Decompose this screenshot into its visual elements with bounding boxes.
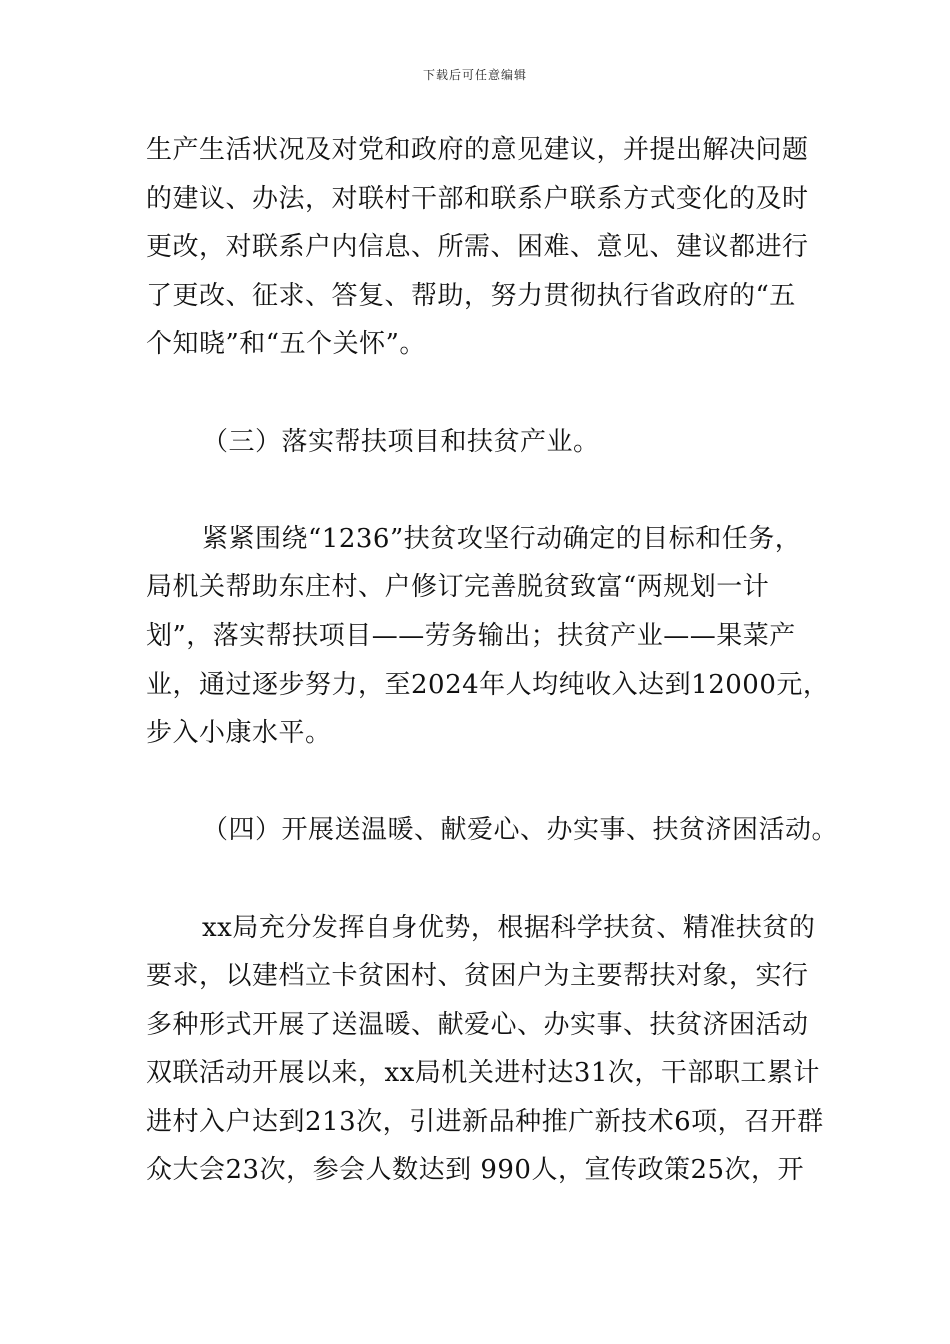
text-line: 双联活动开展以来，xx局机关进村达31次，干部职工累计 (146, 1058, 820, 1089)
text-line: 紧紧围绕“1236”扶贫攻坚行动确定的目标和任务， (202, 523, 802, 554)
text-line: 要求，以建档立卡贫困村、贫困户为主要帮扶对象，实行 (146, 961, 809, 992)
section-heading-4 (146, 806, 839, 855)
paragraph-3 (146, 904, 824, 1196)
paragraph-gap (146, 369, 806, 418)
text-line: 了更改、征求、答复、帮助，努力贯彻执行省政府的“五 (146, 280, 796, 311)
heading-line: （三）落实帮扶项目和扶贫产业。 (202, 426, 600, 457)
paragraph-1 (146, 126, 809, 369)
paragraph-gap (146, 466, 806, 515)
text-line: 个知晓”和“五个关怀”。 (146, 329, 426, 360)
text-line: 多种形式开展了送温暖、献爱心、办实事、扶贫济困活动 (146, 1009, 809, 1040)
page-header: 下载后可任意编辑 (422, 68, 527, 82)
text-line: 更改，对联系户内信息、所需、困难、意见、建议都进行 (146, 232, 809, 263)
text-line: 步入小康水平。 (146, 718, 332, 749)
text-line: 业，通过逐步努力，至2024年人均纯收入达到12000元， (146, 669, 830, 700)
text-line: 众大会23次，参会人数达到 990人，宣传政策25次，开 (146, 1155, 805, 1186)
heading-line: （四）开展送温暖、献爱心、办实事、扶贫济困活动。 (202, 815, 839, 846)
text-line: 进村入户达到213次，引进新品种推广新技术6项，召开群 (146, 1106, 824, 1137)
text-line: 的建议、办法，对联村干部和联系户联系方式变化的及时 (146, 183, 809, 214)
text-line: xx局充分发挥自身优势，根据科学扶贫、精准扶贫的 (202, 912, 816, 943)
paragraph-2 (146, 515, 830, 758)
paragraph-gap (146, 758, 806, 807)
paragraph-gap (146, 855, 806, 904)
section-heading-3 (146, 418, 806, 467)
text-line: 局机关帮助东庄村、户修订完善脱贫致富“两规划一计 (146, 572, 770, 603)
text-line: 划”，落实帮扶项目——劳务输出；扶贫产业——果菜产 (146, 620, 796, 651)
document-body (146, 126, 839, 1195)
text-line: 生产生活状况及对党和政府的意见建议，并提出解决问题 (146, 135, 809, 165)
